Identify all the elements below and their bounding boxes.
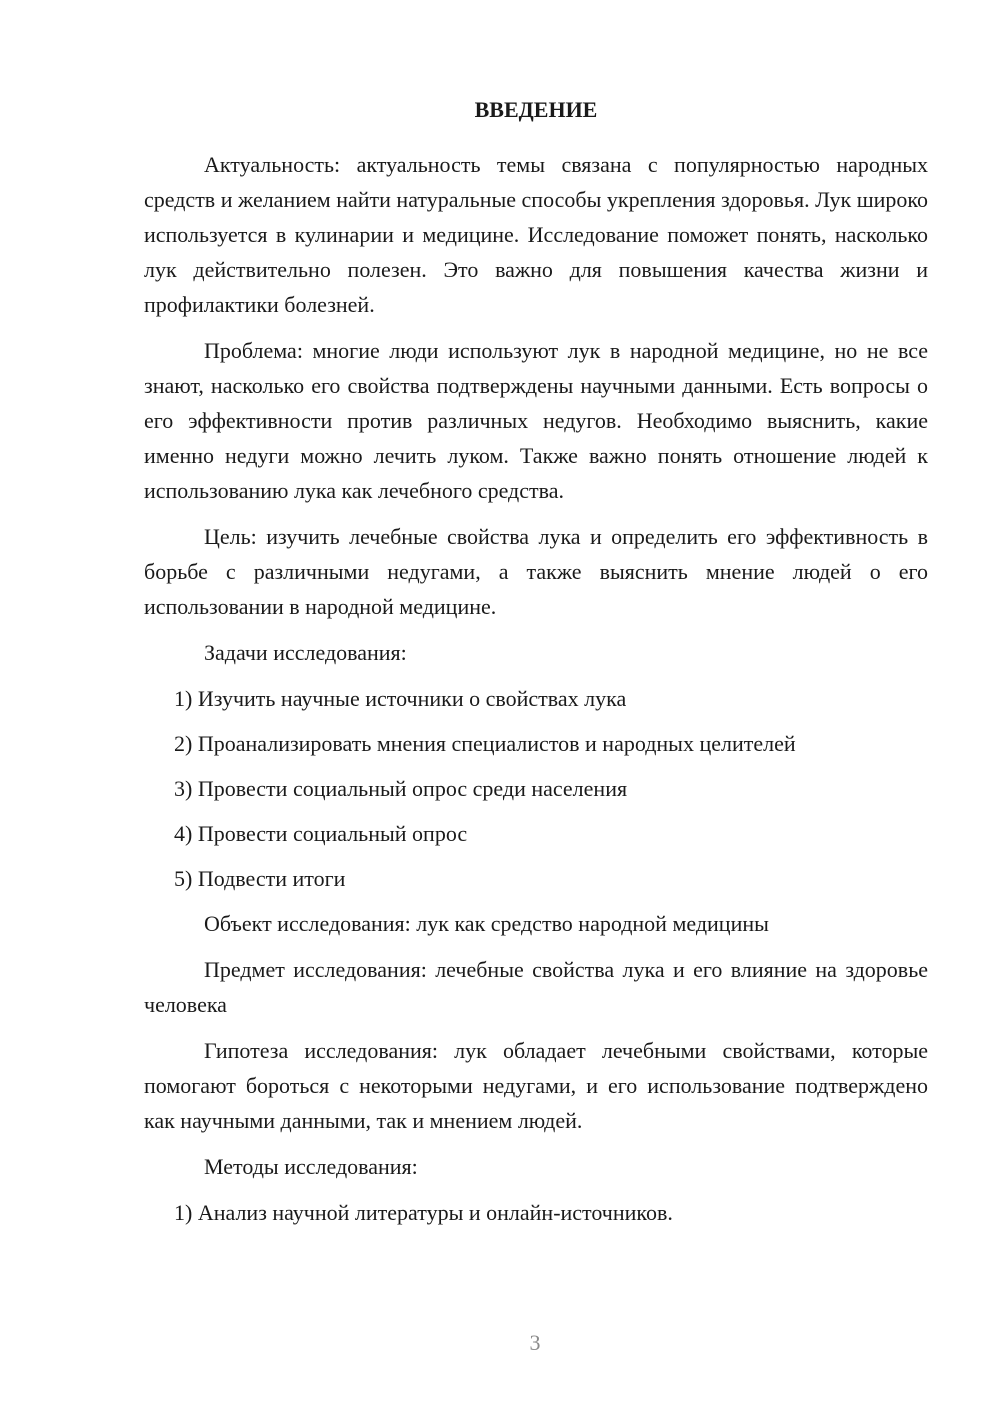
goal-paragraph: Цель: изучить лечебные свойства лука и определить его эффективность в борьбе с различными недугами, а также выяснить мнение людей о его использовании в народной медицине. (144, 524, 928, 619)
page-number: 3 (529, 1330, 541, 1355)
methods-heading: Методы исследования: (204, 1154, 418, 1179)
document-page (144, 92, 928, 1240)
list-item: 1) Изучить научные источники о свойствах лука (174, 686, 627, 711)
tasks-heading: Задачи исследования: (204, 640, 407, 665)
list-item: 2) Проанализировать мнения специалистов и народных целителей (174, 731, 796, 756)
list-item: 3) Провести социальный опрос среди населения (174, 776, 628, 801)
subject-paragraph: Предмет исследования: лечебные свойства лука и его влияние на здоровье человека (144, 957, 928, 1017)
methods-list (144, 1195, 928, 1230)
hypothesis-paragraph: Гипотеза исследования: лук обладает лечебными свойствами, которые помогают бороться с некоторыми недугами, и его использование подтверждено как научными данными, так и мнением людей. (144, 1038, 928, 1133)
object-paragraph: Объект исследования: лук как средство народной медицины (204, 911, 769, 936)
page-title: ВВЕДЕНИЕ (474, 97, 598, 122)
problem-paragraph: Проблема: многие люди используют лук в народной медицине, но не все знают, насколько его свойства подтверждены научными данными. Есть вопросы о его эффективности против различных недугов. Необходимо выяснить, какие именно недуги можно лечить луком. Также важно понять отношение людей к использованию лука как лечебного средства. (144, 338, 928, 503)
tasks-list (144, 681, 928, 896)
list-item: 1) Анализ научной литературы и онлайн-источников. (174, 1200, 673, 1225)
list-item: 4) Провести социальный опрос (174, 821, 468, 846)
relevance-paragraph: Актуальность: актуальность темы связана с популярностью народных средств и желанием найти натуральные способы укрепления здоровья. Лук широко используется в кулинарии и медицине. Исследование поможет понять, насколько лук действительно полезен. Это важно для повышения качества жизни и профилактики болезней. (144, 152, 928, 317)
list-item: 5) Подвести итоги (174, 866, 346, 891)
